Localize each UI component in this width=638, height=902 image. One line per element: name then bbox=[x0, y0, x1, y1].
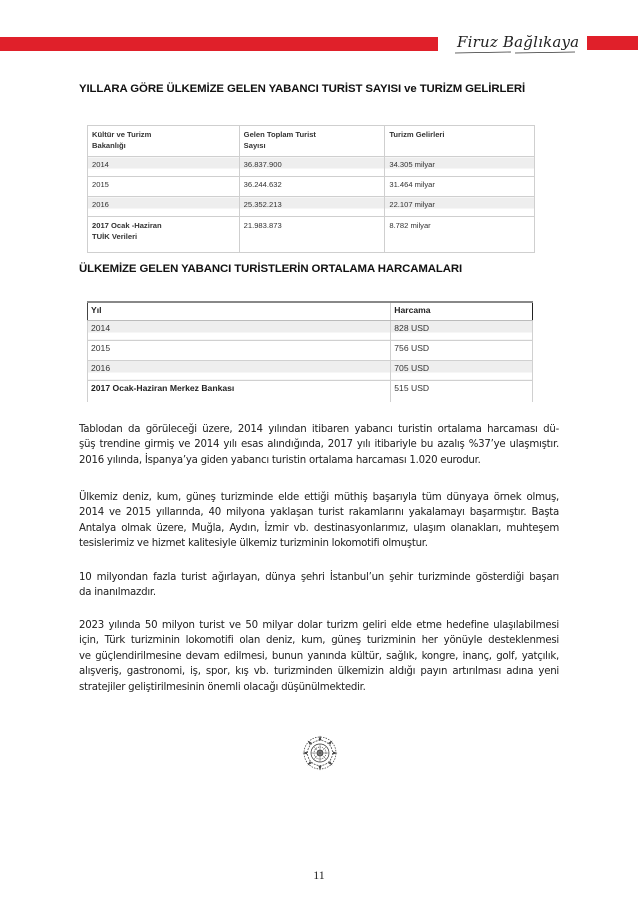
paragraph-2023-goals bbox=[79, 618, 559, 695]
cell-year: 2015 bbox=[88, 340, 391, 360]
text-line: için, Türk turizminin lokomotifi olan deniz, kum, güneş turizminin her yönüyle desteklenmesi bbox=[79, 635, 559, 647]
table-row bbox=[88, 380, 533, 402]
header-line: Turizm Gelirleri bbox=[389, 130, 445, 139]
cell-year: 2017 Ocak-Haziran Merkez Bankası bbox=[88, 380, 391, 402]
cell-revenue: 22.107 milyar bbox=[385, 197, 535, 217]
text-line: ve güçlendirilmesine devam edilmesi, bunun yanında kültür, sağlık, kongre, inanç, golf, yatçılık, bbox=[79, 650, 559, 662]
text-line: Tablodan da görüleceği üzere, 2014 yılından itibaren yabancı turistin ortalama harcaması dü- bbox=[79, 424, 559, 435]
cell-year: 2016 bbox=[88, 360, 391, 380]
table-header-row bbox=[88, 302, 533, 320]
header-line: Sayısı bbox=[243, 141, 266, 150]
text-line: alışveriş, gastronomi, iş, spor, kış vb. turizminden ülkemizin aldığı payın artırılması adına yeni bbox=[79, 666, 559, 678]
text-line: 2023 yılında 50 milyon turist ve 50 milyar dolar turizm geliri elde etme hedefine ulaşılabilmesi bbox=[79, 620, 559, 631]
cell-year: 2014 bbox=[88, 320, 391, 340]
signature-underline-icon bbox=[453, 50, 581, 56]
cell-line: 2017 Ocak -Haziran bbox=[92, 221, 162, 230]
header-red-bar-right bbox=[587, 36, 638, 50]
header-line: Kültür ve Turizm bbox=[92, 130, 152, 139]
header-red-bar-left bbox=[0, 37, 438, 51]
average-spending-table bbox=[87, 301, 533, 402]
text-line: da inanılmazdır. bbox=[79, 587, 156, 599]
cell-tourists: 21.983.873 bbox=[239, 217, 385, 253]
header-line: Bakanlığı bbox=[92, 141, 126, 150]
table-row bbox=[88, 197, 535, 217]
section-title-tourist-numbers: YILLARA GÖRE ÜLKEMİZE GELEN YABANCI TURİST SAYISI ve TURİZM GELİRLERİ bbox=[79, 83, 526, 95]
column-header-revenue bbox=[385, 126, 535, 157]
text-line: 2016 yılında, İspanya’ya giden yabancı turistin ortalama harcaması 1.020 eurodur. bbox=[79, 454, 481, 466]
cell-line: TUİK Verileri bbox=[92, 232, 138, 241]
header-line: Gelen Toplam Turist bbox=[243, 130, 316, 139]
table-row bbox=[88, 320, 533, 340]
table-row bbox=[88, 360, 533, 380]
text-line: tesislerimiz ve hizmet kalitesiyle ülkemiz turizminin lokomotifi olmuştur. bbox=[79, 538, 428, 550]
tourist-revenue-table bbox=[87, 125, 535, 253]
column-header-ministry bbox=[88, 126, 240, 157]
cell-spending: 705 USD bbox=[391, 360, 533, 380]
mandala-ornament-icon bbox=[302, 735, 338, 771]
text-line: şüş trendine girmiş ve 2014 yılı esas alındığında, 2017 yılı itibariyle bu azalış %37’ye ulaşmıştır. bbox=[79, 439, 559, 451]
cell-year: 2014 bbox=[88, 157, 240, 177]
table-row bbox=[88, 340, 533, 360]
column-header-tourists bbox=[239, 126, 385, 157]
table-header-row bbox=[88, 126, 535, 157]
section-title-average-spending: ÜLKEMİZE GELEN YABANCI TURİSTLERİN ORTALAMA HARCAMALARI bbox=[79, 263, 463, 275]
page-number: 11 bbox=[313, 868, 325, 882]
paragraph-sea-sand-sun bbox=[79, 490, 559, 552]
cell-spending: 828 USD bbox=[391, 320, 533, 340]
paragraph-istanbul bbox=[79, 570, 559, 601]
cell-spending: 756 USD bbox=[391, 340, 533, 360]
cell-year: 2015 bbox=[88, 177, 240, 197]
cell-spending: 515 USD bbox=[391, 380, 533, 402]
text-line: 10 milyondan fazla turist ağırlayan, dünya şehri İstanbul’un şehir turizminde gösterdiği başarı bbox=[79, 572, 559, 583]
text-line: 2014 ve 2015 yıllarında, 40 milyona yaklaşan turist rakamlarını yakalamayı başarmıştır. Başta bbox=[79, 507, 559, 519]
table-row bbox=[88, 177, 535, 197]
text-line: Antalya olmak üzere, Muğla, Aydın, İzmir vb. destinasyonlarımız, ulaşım olanakları, muhteşem bbox=[79, 522, 559, 534]
text-line: stratejiler geliştirilmesinin önemli olacağı düşünülmektedir. bbox=[79, 681, 366, 693]
cell-year bbox=[88, 217, 240, 253]
signature-text: Firuz Bağlıkaya bbox=[457, 33, 580, 51]
cell-tourists: 25.352.213 bbox=[239, 197, 385, 217]
table-row bbox=[88, 217, 535, 253]
paragraph-spending-trend bbox=[79, 422, 559, 468]
cell-tourists: 36.837.900 bbox=[239, 157, 385, 177]
cell-year: 2016 bbox=[88, 197, 240, 217]
author-signature bbox=[453, 30, 581, 56]
cell-revenue: 31.464 milyar bbox=[385, 177, 535, 197]
cell-tourists: 36.244.632 bbox=[239, 177, 385, 197]
table-row bbox=[88, 157, 535, 177]
column-header-year: Yıl bbox=[88, 302, 391, 320]
cell-revenue: 8.782 milyar bbox=[385, 217, 535, 253]
cell-revenue: 34.305 milyar bbox=[385, 157, 535, 177]
column-header-spending: Harcama bbox=[391, 302, 533, 320]
text-line: Ülkemiz deniz, kum, güneş turizminde elde ettiği müthiş başarıyla tüm dünyaya örnek olmuş, bbox=[79, 492, 559, 503]
